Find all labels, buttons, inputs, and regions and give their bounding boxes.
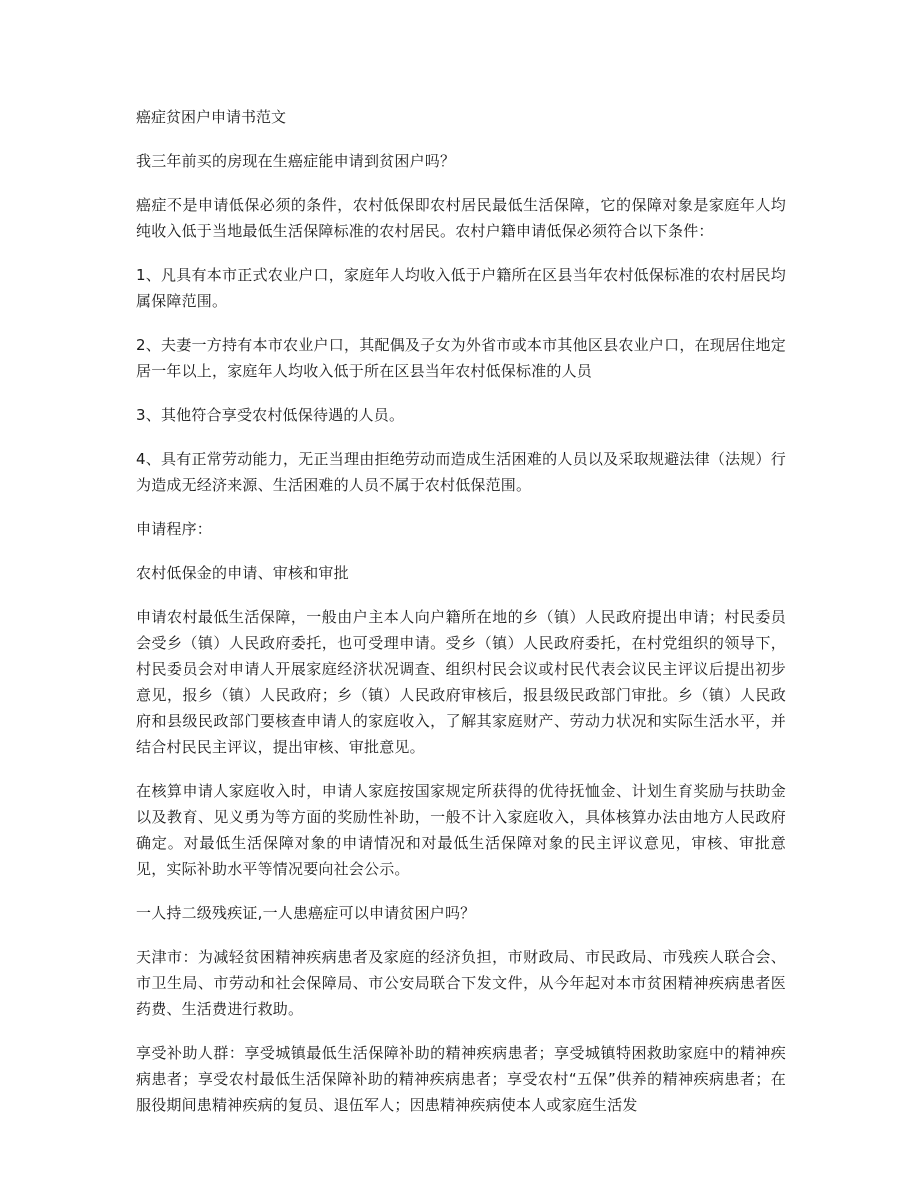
condition-4: 4、具有正常劳动能力，无正当理由拒绝劳动而造成生活困难的人员以及采取规避法律（法规）行为造成无经济来源、生活困难的人员不属于农村低保范围。 bbox=[136, 450, 786, 494]
document-title: 癌症贫困户申请书范文 bbox=[136, 108, 287, 126]
paragraph-tianjin-policy: 天津市：为减轻贫困精神疾病患者及家庭的经济负担，市财政局、市民政局、市残疾人联合会、市卫生局、市劳动和社会保障局、市公安局联合下发文件，从今年起对本市贫困精神疾病患者医药费、生活费进行救助。 bbox=[136, 948, 786, 1018]
procedure-heading: 申请程序： bbox=[136, 520, 213, 538]
condition-3: 3、其他符合享受农村低保待遇的人员。 bbox=[136, 406, 405, 424]
paragraph-eligible-groups: 享受补助人群：享受城镇最低生活保障补助的精神疾病患者；享受城镇特困救助家庭中的精神疾病患者；享受农村最低生活保障补助的精神疾病患者；享受农村“五保”供养的精神疾病患者；在服役期间患精神疾病的复员、退伍军人；因患精神疾病使本人或家庭生活发 bbox=[136, 1044, 786, 1114]
paragraph-application-process: 申请农村最低生活保障，一般由户主本人向户籍所在地的乡（镇）人民政府提出申请；村民委员会受乡（镇）人民政府委托，也可受理申请。受乡（镇）人民政府委托，在村党组织的领导下，村民委员会对申请人开展家庭经济状况调查、组织村民会议或村民代表会议民主评议后提出初步意见，报乡（镇）人民政府；乡（镇）人民政府审核后，报县级民政部门审批。乡（镇）人民政府和县级民政部门要核查申请人的家庭收入，了解其家庭财产、劳动力状况和实际生活水平，并结合村民民主评议，提出审核、审批意见。 bbox=[136, 608, 786, 756]
question-heading-1: 我三年前买的房现在生癌症能申请到贫困户吗？ bbox=[136, 152, 456, 170]
procedure-subheading: 农村低保金的申请、审核和审批 bbox=[136, 564, 349, 582]
document-page bbox=[136, 104, 786, 1118]
condition-2: 2、夫妻一方持有本市农业户口，其配偶及子女为外省市或本市其他区县农业户口，在现居住地定居一年以上，家庭年人均收入低于所在区县当年农村低保标准的人员 bbox=[136, 336, 786, 380]
paragraph-eligibility-intro: 癌症不是申请低保必须的条件，农村低保即农村居民最低生活保障，它的保障对象是家庭年人均纯收入低于当地最低生活保障标准的农村居民。农村户籍申请低保必须符合以下条件： bbox=[136, 196, 786, 240]
condition-1: 1、凡具有本市正式农业户口，家庭年人均收入低于户籍所在区县当年农村低保标准的农村居民均属保障范围。 bbox=[136, 266, 786, 310]
paragraph-income-calculation: 在核算申请人家庭收入时，申请人家庭按国家规定所获得的优待抚恤金、计划生育奖励与扶助金以及教育、见义勇为等方面的奖励性补助，一般不计入家庭收入，具体核算办法由地方人民政府确定。对最低生活保障对象的申请情况和对最低生活保障对象的民主评议意见，审核、审批意见，实际补助水平等情况要向社会公示。 bbox=[136, 782, 786, 878]
question-heading-2: 一人持二级残疾证,一人患癌症可以申请贫困户吗？ bbox=[136, 904, 476, 922]
